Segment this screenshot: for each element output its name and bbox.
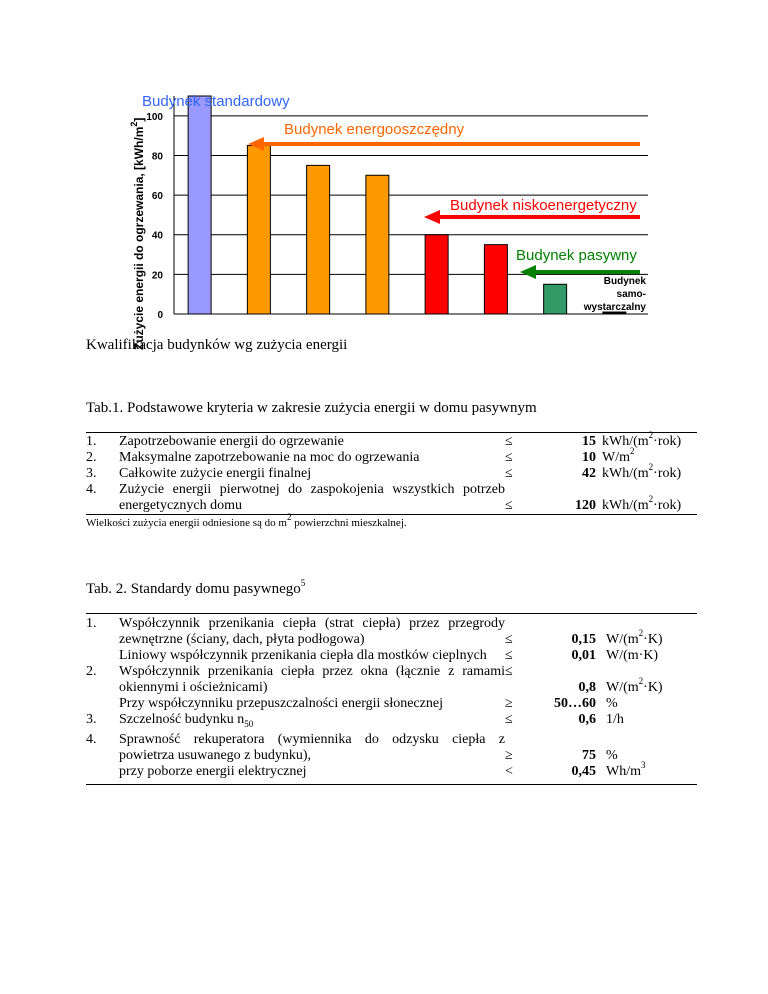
row-number: 2. (86, 664, 97, 679)
y-tick-label: 60 (151, 191, 163, 203)
row-unit: kWh/$(m^2\cdot rok)$ (596, 433, 697, 451)
chart-arrow-head (520, 265, 536, 279)
table-row (86, 614, 697, 649)
tab1-note: Wielkości zużycia energii odniesione są do $m^2$ powierzchni mieszkalnej. (86, 512, 407, 529)
row-text: Sprawność rekuperatora (wymiennika do odzysku ciepła z powietrza usuwanego z budynku), (119, 731, 505, 763)
row-value: 0,6 (578, 712, 596, 727)
row-value: 15 (531, 433, 596, 451)
row-operator: ≤ (505, 482, 531, 515)
row-value: 42 (582, 466, 596, 481)
chart-annotation: Budynek niskoenergetyczny (450, 197, 637, 214)
y-tick-label: 20 (151, 270, 163, 282)
chart-annotation: Budynek energooszczędny (284, 121, 465, 138)
row-operator: ≤ (505, 664, 513, 679)
tab1-title: Tab.1. Podstawowe kryteria w zakresie zużycia energii w domu pasywnym (86, 400, 537, 416)
chart-y-label: Zużycie energii do ogrzewania, $[kWh/m^2]$ (129, 117, 146, 350)
tab2-title: Tab. 2. Standardy domu pasywnego$^5$ (86, 578, 306, 597)
row-number: 1. (86, 614, 119, 649)
chart-annotation: wystarczalny (583, 302, 646, 313)
chart-bar (247, 146, 270, 314)
row-unit: $W/m^2$ (602, 446, 635, 465)
row-text: Przy współczynniku przepuszczalności energii słonecznej (119, 696, 443, 711)
energy-chart-svg (132, 92, 652, 324)
table-row (86, 466, 697, 482)
row-unit: 1/h (606, 712, 624, 727)
row-operator: ≥ (505, 696, 513, 711)
chart-bar (307, 165, 330, 314)
row-text: Maksymalne zapotrzebowanie na moc do ogrzewania (119, 450, 420, 465)
row-value: 0,15 (531, 614, 596, 649)
row-value: 75 (582, 747, 596, 763)
row-operator: < (505, 764, 531, 785)
row-value: 120 (531, 482, 596, 515)
chart-bar (425, 235, 448, 314)
row-number: 2. (86, 450, 97, 465)
row-value: 0,01 (571, 648, 596, 663)
row-unit: kWh/$(m^2\cdot rok)$ (602, 462, 682, 481)
row-number-empty (86, 696, 119, 712)
row-text: Współczynnik przenikania ciepła przez okna (łącznie z ramami okiennymi i ościeżnicami) (119, 664, 505, 695)
row-operator: ≤ (505, 466, 513, 481)
chart-arrow-head (424, 210, 440, 224)
row-text: Liniowy współczynnik przenikania ciepła dla mostków cieplnych (119, 648, 487, 663)
table-row (86, 696, 697, 712)
row-unit: W/(m·K) (606, 648, 659, 663)
row-text: Zużycie energii pierwotnej do zaspokojenia wszystkich potrzeb energetycznych domu (119, 482, 505, 513)
figure-caption: Kwalifikacja budynków wg zużycia energii (86, 337, 348, 353)
table-row (86, 712, 697, 732)
energy-chart (132, 92, 652, 324)
row-unit: $W/(m^2\cdot K)$ (596, 614, 697, 649)
row-number: 1. (86, 433, 119, 451)
row-operator: ≤ (505, 712, 513, 727)
chart-bar (366, 175, 389, 314)
row-text: Całkowite zużycie energii finalnej (119, 466, 312, 481)
chart-annotation: samo- (616, 289, 646, 300)
table-row (86, 482, 697, 515)
row-text: przy poborze energii elektrycznej (119, 764, 505, 785)
row-value: 50…60 (554, 696, 596, 711)
row-unit: $Wh/m^3$ (596, 764, 697, 785)
table-row (86, 664, 697, 696)
row-operator: ≤ (505, 450, 513, 465)
y-tick-label: 100 (146, 111, 163, 123)
row-unit: $W/(m^2\cdot K)$ (606, 676, 663, 695)
row-text: Zapotrzebowanie energii do ogrzewanie (119, 433, 505, 451)
row-value: 0,45 (531, 764, 596, 785)
row-number: 4. (86, 731, 97, 747)
y-tick-label: 80 (151, 151, 163, 163)
row-number-empty (86, 764, 119, 785)
row-unit: kWh/$(m^2\cdot rok)$ (596, 482, 697, 515)
chart-annotation: Budynek standardowy (142, 93, 290, 110)
row-value: 0,8 (578, 680, 596, 695)
row-value: 10 (582, 450, 596, 465)
table-row (86, 433, 697, 451)
tab2-table (86, 613, 697, 785)
chart-annotation: Budynek (603, 276, 646, 287)
y-tick-label: 40 (151, 230, 163, 242)
row-operator: ≤ (505, 648, 513, 663)
table-row (86, 764, 697, 785)
chart-bar (188, 96, 211, 314)
table-row (86, 648, 697, 664)
row-number: 3. (86, 466, 97, 481)
y-tick-label: 0 (157, 310, 163, 321)
row-operator: ≥ (505, 747, 513, 763)
row-unit: % (606, 747, 618, 763)
row-unit: % (606, 696, 618, 711)
chart-annotations (142, 93, 646, 313)
row-text: Szczelność budynku $n_{50}$ (119, 712, 254, 729)
chart-bar (484, 245, 507, 314)
row-number: 4. (86, 482, 119, 515)
chart-annotation: Budynek pasywny (516, 247, 637, 264)
row-text: Współczynnik przenikania ciepła (strat ciepła) przez przegrody zewnętrzne (ściany, dach, płyta podłogowa) (119, 614, 505, 649)
table-row (86, 450, 697, 466)
row-operator: ≤ (505, 614, 531, 649)
row-number: 3. (86, 712, 97, 727)
chart-bar (544, 284, 567, 314)
row-operator: ≤ (505, 433, 531, 451)
row-number-empty (86, 648, 119, 664)
chart-y-ticks (146, 112, 163, 321)
table-row (86, 732, 697, 764)
tab1-table (86, 432, 697, 515)
